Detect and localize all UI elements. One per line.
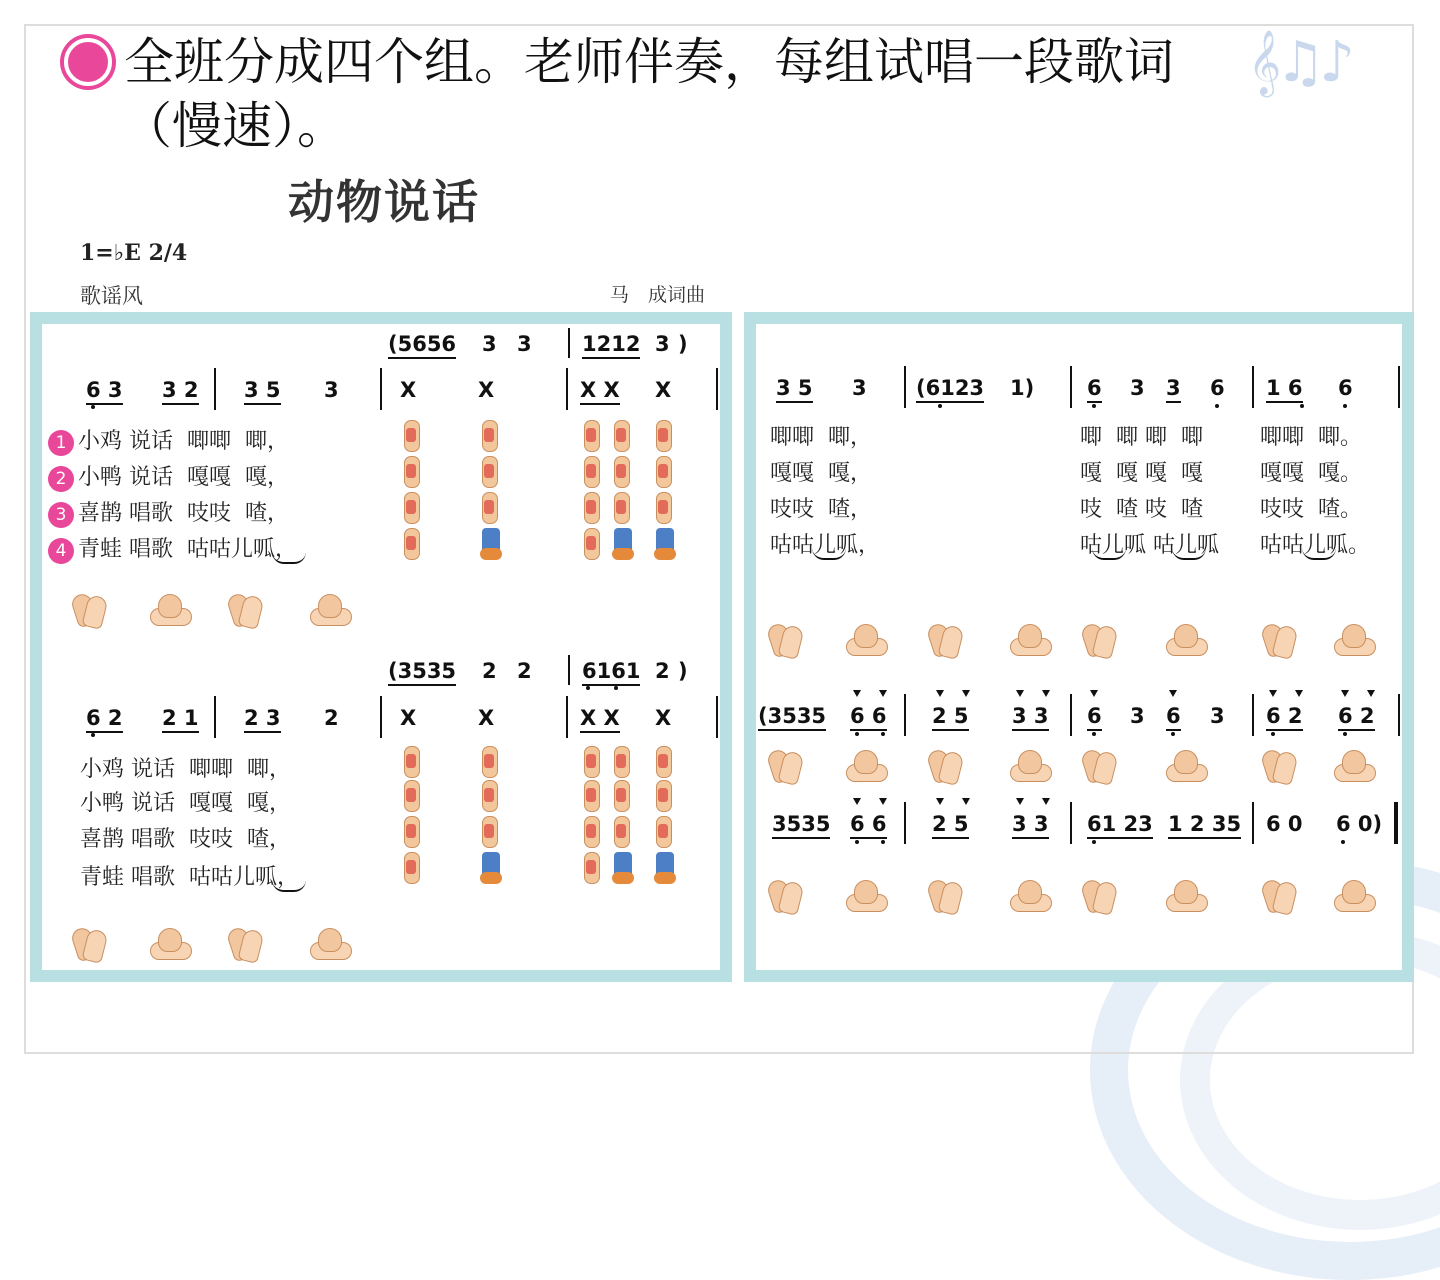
- small-clap-icon: [654, 816, 672, 850]
- barline: [380, 368, 382, 410]
- measure-note: 3: [1130, 376, 1145, 400]
- accent-mark: [1169, 690, 1177, 697]
- measure-note: 1): [1010, 376, 1035, 400]
- small-clap-icon: [654, 746, 672, 780]
- low-dot: [855, 840, 859, 844]
- accent-mark: [1295, 690, 1303, 697]
- clapping-hands-icon: [1082, 620, 1116, 660]
- song-credit: 马 成词曲: [610, 284, 706, 306]
- lyric-line: 小鸡 说话 唧唧 唧，: [80, 757, 291, 782]
- small-clap-icon: [582, 528, 600, 562]
- intro-note: 2: [482, 659, 497, 683]
- small-clap-icon: [582, 456, 600, 490]
- small-clap-icon: [612, 420, 630, 454]
- accent-mark: [936, 690, 944, 697]
- barline: [1252, 366, 1254, 408]
- low-dot: [614, 686, 618, 690]
- lyric-verse-1: [48, 424, 289, 456]
- rhythm-x: X: [400, 378, 417, 402]
- clapping-hands-icon: [228, 590, 262, 630]
- rhythm-x: X: [655, 706, 672, 730]
- lyric-text: 小鸡 说话 唧唧 唧，: [78, 429, 289, 454]
- small-clap-icon: [612, 746, 630, 780]
- lyric-text: 喜鹊 唱歌 吱吱 喳，: [78, 501, 289, 526]
- small-clap-icon: [402, 780, 420, 814]
- measure-notes: 2 1: [162, 706, 199, 733]
- measure-note: 3: [1166, 376, 1181, 403]
- music-notes-icon: 𝄞♫♪: [1248, 30, 1350, 95]
- measure-notes: 1 6: [1266, 376, 1303, 403]
- small-clap-icon: [480, 780, 498, 814]
- barline: [566, 696, 568, 738]
- lyric-line: 吱 喳 吱 喳: [1080, 497, 1203, 522]
- small-clap-icon: [582, 492, 600, 526]
- clapping-hands-icon: [1262, 876, 1296, 916]
- barline: [214, 368, 216, 410]
- small-clap-icon: [582, 816, 600, 850]
- barline: [904, 802, 906, 844]
- verse-number: 2: [48, 466, 74, 492]
- accent-mark: [1090, 690, 1098, 697]
- accent-mark: [1042, 690, 1050, 697]
- patting-hands-icon: [1330, 876, 1376, 918]
- accent-mark: [1016, 690, 1024, 697]
- measure-notes: (6123: [916, 376, 984, 403]
- lyric-line: 唧唧 唧。: [1260, 425, 1362, 450]
- measure-notes: 61 23: [1087, 812, 1153, 839]
- lyric-line: 唧唧 唧，: [770, 425, 872, 450]
- lyric-line: 咕儿呱 咕儿呱: [1080, 533, 1219, 558]
- intro-note: 3: [655, 332, 670, 356]
- measure-note: 3: [852, 376, 867, 400]
- measure-note: 3: [1130, 704, 1145, 728]
- measure-note: 2: [324, 706, 339, 730]
- lyric-line: 嘎嘎 嘎，: [770, 461, 872, 486]
- lyric-line: 嘎嘎 嘎。: [1260, 461, 1362, 486]
- accent-mark: [879, 798, 887, 805]
- low-dot: [938, 404, 942, 408]
- clapping-hands-icon: [1262, 620, 1296, 660]
- small-clap-icon: [480, 492, 498, 526]
- patting-hands-icon: [306, 590, 352, 632]
- low-dot: [586, 686, 590, 690]
- low-dot: [1341, 840, 1345, 844]
- small-clap-icon: [654, 780, 672, 814]
- measure-note: 6: [1087, 704, 1102, 731]
- key-signature: 1=♭E: [80, 240, 141, 266]
- lyric-line: 吱吱 喳，: [770, 497, 872, 522]
- low-dot: [1215, 404, 1219, 408]
- barline: [214, 696, 216, 738]
- barline: [904, 694, 906, 736]
- stomping-feet-icon: [480, 852, 502, 888]
- accent-mark: [853, 690, 861, 697]
- patting-hands-icon: [842, 746, 888, 788]
- bullet-icon: [64, 38, 112, 86]
- small-clap-icon: [402, 492, 420, 526]
- verse-number: 1: [48, 430, 74, 456]
- accent-mark: [853, 798, 861, 805]
- patting-hands-icon: [146, 590, 192, 632]
- small-clap-icon: [654, 456, 672, 490]
- measure-notes: 6 2: [1266, 704, 1303, 731]
- measure-notes: 3 5: [244, 378, 281, 405]
- final-barline: [1394, 802, 1398, 844]
- intro-note: 2: [517, 659, 532, 683]
- lyric-line: 唧 唧 唧 唧: [1080, 425, 1203, 450]
- intro-note: 2: [655, 659, 670, 683]
- measure-notes: 3 5: [776, 376, 813, 403]
- lyric-line: 吱吱 喳。: [1260, 497, 1362, 522]
- low-dot: [91, 405, 95, 409]
- measure-note: 3: [1210, 704, 1225, 728]
- low-dot: [1300, 404, 1304, 408]
- accent-mark: [1042, 798, 1050, 805]
- small-clap-icon: [654, 420, 672, 454]
- measure-notes: 6 2: [86, 706, 123, 733]
- low-dot: [91, 733, 95, 737]
- low-dot: [1092, 840, 1096, 844]
- small-clap-icon: [612, 492, 630, 526]
- measure-note: 6: [1166, 704, 1181, 731]
- small-clap-icon: [402, 528, 420, 562]
- measure-notes: 6 6: [850, 704, 887, 731]
- heading-line-1: 全班分成四个组。老师伴奏，每组试唱一段歌词: [124, 33, 1174, 91]
- verse-number: 3: [48, 502, 74, 528]
- clapping-hands-icon: [72, 590, 106, 630]
- patting-hands-icon: [842, 876, 888, 918]
- patting-hands-icon: [1330, 746, 1376, 788]
- small-clap-icon: [612, 456, 630, 490]
- song-key: [80, 240, 187, 266]
- intro-close: ): [678, 659, 688, 683]
- measure-notes: 6 2: [1338, 704, 1375, 731]
- time-signature: 2/4: [148, 240, 188, 266]
- barline: [1070, 366, 1072, 408]
- patting-hands-icon: [1006, 876, 1052, 918]
- barline: [716, 696, 718, 738]
- small-clap-icon: [582, 420, 600, 454]
- measure-notes: 2 3: [244, 706, 281, 733]
- measure-notes: 1 2 35: [1168, 812, 1241, 839]
- song-style: 歌谣风: [80, 284, 143, 308]
- small-clap-icon: [582, 780, 600, 814]
- measure-notes: 3535: [772, 812, 830, 839]
- small-clap-icon: [402, 420, 420, 454]
- patting-hands-icon: [1162, 620, 1208, 662]
- clapping-hands-icon: [228, 924, 262, 964]
- lyric-line: 青蛙 唱歌 咕咕儿呱，: [80, 865, 299, 890]
- patting-hands-icon: [842, 620, 888, 662]
- small-clap-icon: [480, 746, 498, 780]
- patting-hands-icon: [1162, 876, 1208, 918]
- barline: [568, 328, 570, 358]
- verse-number: 4: [48, 538, 74, 564]
- patting-hands-icon: [1162, 746, 1208, 788]
- lyric-line: 小鸭 说话 嘎嘎 嘎，: [80, 791, 291, 816]
- small-clap-icon: [402, 746, 420, 780]
- accent-mark: [1269, 690, 1277, 697]
- lyric-line: 嘎 嘎 嘎 嘎: [1080, 461, 1203, 486]
- patting-hands-icon: [1006, 620, 1052, 662]
- barline: [566, 368, 568, 410]
- barline: [1070, 802, 1072, 844]
- clapping-hands-icon: [1262, 746, 1296, 786]
- intro-notes: 1212: [582, 332, 640, 359]
- barline: [1398, 366, 1400, 408]
- clapping-hands-icon: [768, 876, 802, 916]
- accent-mark: [1367, 690, 1375, 697]
- measure-notes: 3 3: [1012, 704, 1049, 731]
- rhythm-x: X: [478, 706, 495, 730]
- rhythm-x: X: [655, 378, 672, 402]
- barline: [568, 655, 570, 685]
- accent-mark: [1016, 798, 1024, 805]
- low-dot: [1171, 732, 1175, 736]
- small-clap-icon: [480, 420, 498, 454]
- measure-note: 6: [1210, 376, 1225, 400]
- small-clap-icon: [402, 852, 420, 886]
- small-clap-icon: [480, 456, 498, 490]
- small-clap-icon: [612, 816, 630, 850]
- low-dot: [881, 840, 885, 844]
- patting-hands-icon: [1330, 620, 1376, 662]
- small-clap-icon: [582, 852, 600, 886]
- small-clap-icon: [654, 492, 672, 526]
- barline: [904, 366, 906, 408]
- small-clap-icon: [402, 816, 420, 850]
- measure-notes: 6 0): [1336, 812, 1383, 836]
- small-clap-icon: [480, 816, 498, 850]
- accent-mark: [1341, 690, 1349, 697]
- intro-note: 3: [482, 332, 497, 356]
- patting-hands-icon: [146, 924, 192, 966]
- rhythm-xx: X X: [580, 706, 620, 733]
- low-dot: [1092, 732, 1096, 736]
- lyric-verse-3: [48, 496, 289, 528]
- intro-notes: (5656: [388, 332, 456, 359]
- stomping-feet-icon: [612, 852, 634, 888]
- low-dot: [855, 732, 859, 736]
- measure-note: 6: [1338, 376, 1353, 400]
- lyric-line: 喜鹊 唱歌 吱吱 喳，: [80, 827, 291, 852]
- song-title: 动物说话: [288, 175, 480, 229]
- stomping-feet-icon: [612, 528, 634, 564]
- small-clap-icon: [402, 456, 420, 490]
- clapping-hands-icon: [1082, 746, 1116, 786]
- clapping-hands-icon: [72, 924, 106, 964]
- measure-note: 6: [1087, 376, 1102, 403]
- patting-hands-icon: [1006, 746, 1052, 788]
- rhythm-x: X: [478, 378, 495, 402]
- measure-notes: 6 3: [86, 378, 123, 405]
- clapping-hands-icon: [928, 746, 962, 786]
- barline: [1398, 694, 1400, 736]
- lyric-line: 咕咕儿呱。: [1260, 533, 1371, 558]
- low-dot: [881, 732, 885, 736]
- heading-line-2: （慢速）。: [122, 97, 347, 155]
- measure-notes: 3 3: [1012, 812, 1049, 839]
- low-dot: [1271, 732, 1275, 736]
- low-dot: [1343, 404, 1347, 408]
- lyric-verse-4: [48, 532, 297, 564]
- stomping-feet-icon: [480, 528, 502, 564]
- accent-mark: [962, 690, 970, 697]
- clapping-hands-icon: [1082, 876, 1116, 916]
- measure-notes: 2 5: [932, 704, 969, 731]
- patting-hands-icon: [306, 924, 352, 966]
- low-dot: [1343, 732, 1347, 736]
- intro-notes: (3535: [388, 659, 456, 686]
- small-clap-icon: [612, 780, 630, 814]
- stomping-feet-icon: [654, 852, 676, 888]
- measure-notes: 6 0: [1266, 812, 1303, 836]
- intro-close: ): [678, 332, 688, 356]
- clapping-hands-icon: [768, 620, 802, 660]
- barline: [1252, 802, 1254, 844]
- rhythm-x: X: [400, 706, 417, 730]
- lyric-verse-2: [48, 460, 289, 492]
- barline: [716, 368, 718, 410]
- measure-note: 3: [324, 378, 339, 402]
- small-clap-icon: [582, 746, 600, 780]
- intro-notes: 6161: [582, 659, 640, 686]
- barline: [1252, 694, 1254, 736]
- intro-note: 3: [517, 332, 532, 356]
- accent-mark: [962, 798, 970, 805]
- lyric-text: 小鸭 说话 嘎嘎 嘎，: [78, 465, 289, 490]
- lyric-line: 咕咕儿呱，: [770, 533, 881, 558]
- barline: [380, 696, 382, 738]
- lyric-text: 青蛙 唱歌 咕咕儿呱，: [78, 537, 297, 562]
- accent-mark: [936, 798, 944, 805]
- rhythm-xx: X X: [580, 378, 620, 405]
- low-dot: [1092, 404, 1096, 408]
- measure-notes: 3 2: [162, 378, 199, 405]
- measure-notes: 2 5: [932, 812, 969, 839]
- clapping-hands-icon: [928, 876, 962, 916]
- measure-notes: 6 6: [850, 812, 887, 839]
- stomping-feet-icon: [654, 528, 676, 564]
- slide-heading: [58, 30, 1258, 158]
- accent-mark: [879, 690, 887, 697]
- barline: [1070, 694, 1072, 736]
- measure-notes: (3535: [758, 704, 826, 731]
- clapping-hands-icon: [928, 620, 962, 660]
- clapping-hands-icon: [768, 746, 802, 786]
